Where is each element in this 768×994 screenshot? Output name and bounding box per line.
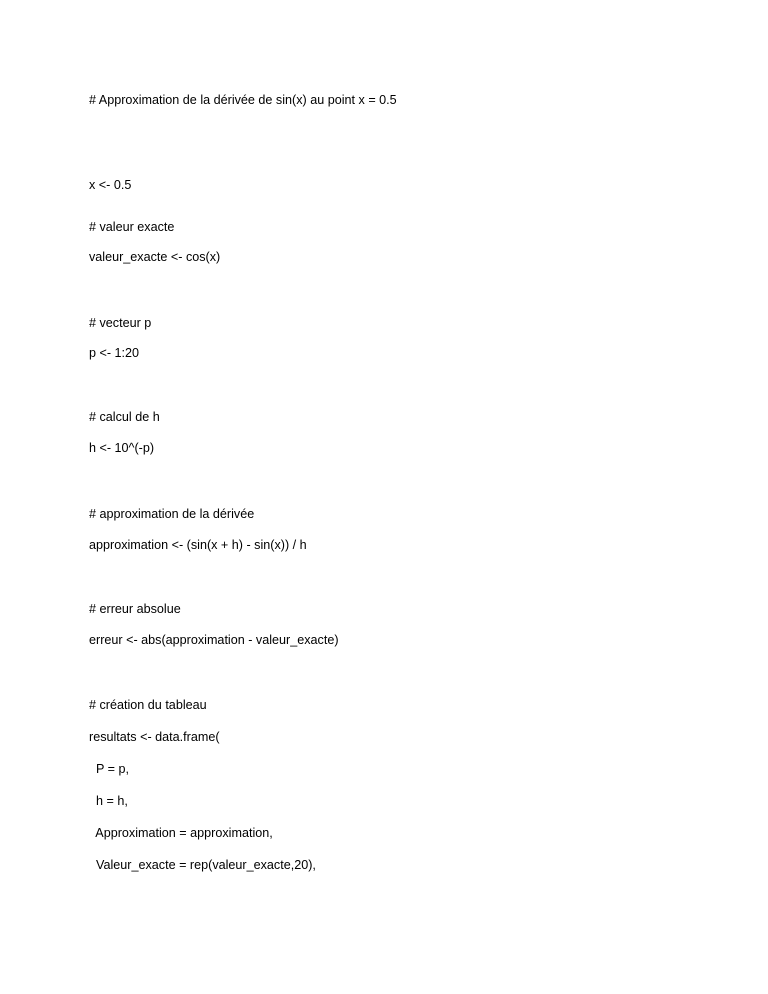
comment-line-approximation: # approximation de la dérivée xyxy=(89,507,255,521)
code-line-arg-valeur-exacte: Valeur_exacte = rep(valeur_exacte,20), xyxy=(89,858,316,872)
code-line-arg-h: h = h, xyxy=(89,794,128,808)
code-line-h: h <- 10^(-p) xyxy=(89,441,155,455)
comment-line-valeur-exacte: # valeur exacte xyxy=(89,220,175,234)
code-line-x: x <- 0.5 xyxy=(89,178,132,192)
code-line-arg-p: P = p, xyxy=(89,762,130,776)
comment-line-title: # Approximation de la dérivée de sin(x) au point x = 0.5 xyxy=(89,93,397,107)
code-line-p: p <- 1:20 xyxy=(89,346,140,360)
code-line-erreur: erreur <- abs(approximation - valeur_exacte) xyxy=(89,633,339,647)
code-line-arg-approximation: Approximation = approximation, xyxy=(89,826,273,840)
comment-line-tableau: # création du tableau xyxy=(89,698,207,712)
comment-line-vecteur-p: # vecteur p xyxy=(89,316,152,330)
code-line-approximation: approximation <- (sin(x + h) - sin(x)) / h xyxy=(89,538,307,552)
comment-line-calcul-h: # calcul de h xyxy=(89,410,160,424)
comment-line-erreur: # erreur absolue xyxy=(89,602,181,616)
code-line-valeur-exacte: valeur_exacte <- cos(x) xyxy=(89,250,221,264)
code-line-resultats: resultats <- data.frame( xyxy=(89,730,220,744)
